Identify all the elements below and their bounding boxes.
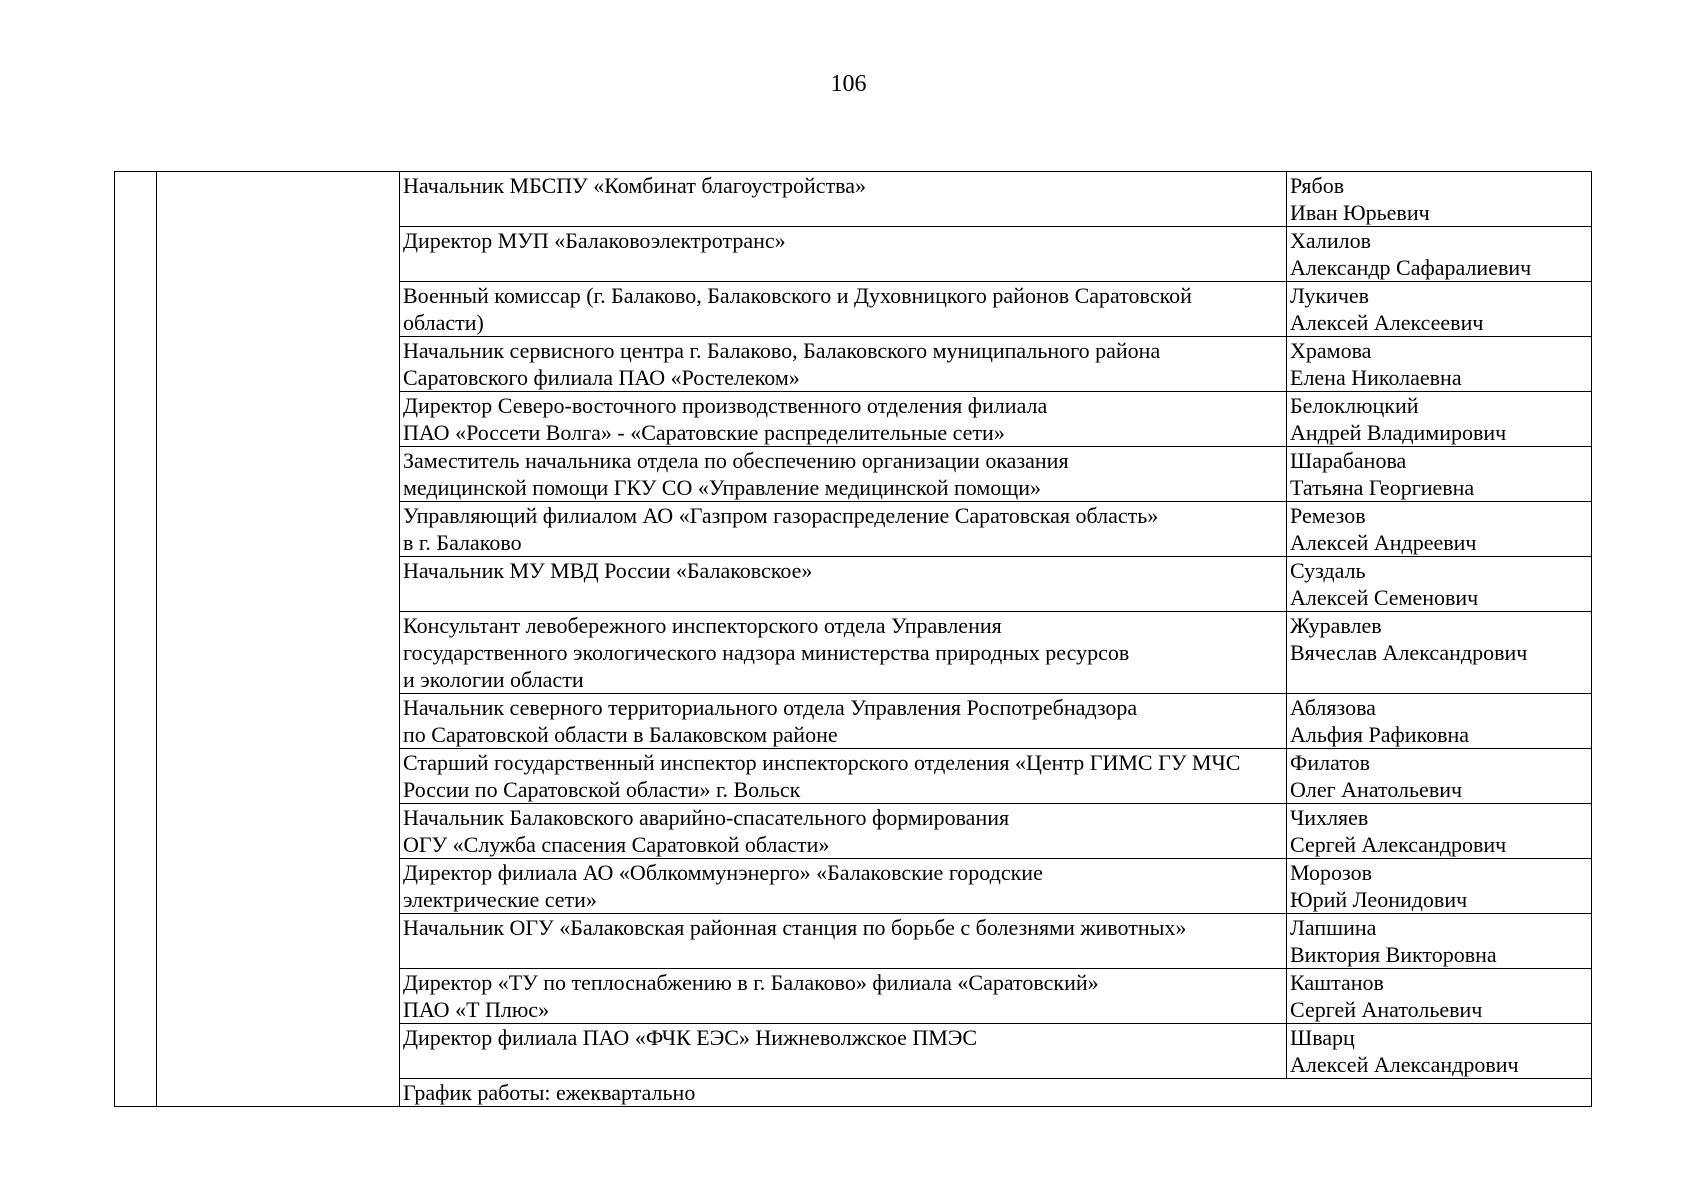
position-cell: Консультант левобережного инспекторского отдела Управления государственного экологического надзора министерства природных ресурсов и экологии области — [400, 612, 1287, 694]
person-name-cell: Каштанов Сергей Анатольевич — [1287, 969, 1592, 1024]
person-name-cell: Халилов Александр Сафаралиевич — [1287, 227, 1592, 282]
person-name-cell: Лапшина Виктория Викторовна — [1287, 914, 1592, 969]
position-cell: Директор филиала АО «Облкоммунэнерго» «Балаковские городские электрические сети» — [400, 859, 1287, 914]
position-cell: Начальник северного территориального отдела Управления Роспотребнадзора по Саратовской области в Балаковском районе — [400, 694, 1287, 749]
position-cell: Старший государственный инспектор инспекторского отделения «Центр ГИМС ГУ МЧС России по Саратовской области» г. Вольск — [400, 749, 1287, 804]
page-number: 106 — [830, 71, 867, 97]
position-cell: Директор Северо-восточного производственного отделения филиала ПАО «Россети Волга» - «Саратовские распределительные сети» — [400, 392, 1287, 447]
person-name-cell: Аблязова Альфия Рафиковна — [1287, 694, 1592, 749]
position-cell: Заместитель начальника отдела по обеспечению организации оказания медицинской помощи ГКУ СО «Управление медицинской помощи» — [400, 447, 1287, 502]
position-cell: Директор «ТУ по теплоснабжению в г. Балаково» филиала «Саратовский» ПАО «Т Плюс» — [400, 969, 1287, 1024]
person-name-cell: Шварц Алексей Александрович — [1287, 1024, 1592, 1079]
position-cell: Управляющий филиалом АО «Газпром газораспределение Саратовская область» в г. Балаково — [400, 502, 1287, 557]
schedule-cell: График работы: ежеквартально — [400, 1079, 1592, 1107]
position-cell: Военный комиссар (г. Балаково, Балаковского и Духовницкого районов Саратовской области) — [400, 282, 1287, 337]
person-name-cell: Филатов Олег Анатольевич — [1287, 749, 1592, 804]
person-name-cell: Храмова Елена Николаевна — [1287, 337, 1592, 392]
position-cell: Начальник сервисного центра г. Балаково, Балаковского муниципального района Саратовского филиала ПАО «Ростелеком» — [400, 337, 1287, 392]
person-name-cell: Морозов Юрий Леонидович — [1287, 859, 1592, 914]
person-name-cell: Журавлев Вячеслав Александрович — [1287, 612, 1592, 694]
members-table — [114, 171, 1592, 1107]
person-name-cell: Шарабанова Татьяна Георгиевна — [1287, 447, 1592, 502]
person-name-cell: Ремезов Алексей Андреевич — [1287, 502, 1592, 557]
person-name-cell: Белоклюцкий Андрей Владимирович — [1287, 392, 1592, 447]
person-name-cell: Лукичев Алексей Алексеевич — [1287, 282, 1592, 337]
position-cell: Начальник Балаковского аварийно-спасательного формирования ОГУ «Служба спасения Саратовкой области» — [400, 804, 1287, 859]
position-cell: Директор филиала ПАО «ФЧК ЕЭС» Нижневолжское ПМЭС — [400, 1024, 1287, 1079]
category-column-cell — [157, 172, 400, 1107]
number-column-cell — [115, 172, 157, 1107]
person-name-cell: Чихляев Сергей Александрович — [1287, 804, 1592, 859]
position-cell: Начальник ОГУ «Балаковская районная станция по борьбе с болезнями животных» — [400, 914, 1287, 969]
person-name-cell: Суздаль Алексей Семенович — [1287, 557, 1592, 612]
position-cell: Начальник МБСПУ «Комбинат благоустройства» — [400, 172, 1287, 227]
position-cell: Начальник МУ МВД России «Балаковское» — [400, 557, 1287, 612]
person-name-cell: Рябов Иван Юрьевич — [1287, 172, 1592, 227]
table-row — [115, 172, 1592, 227]
position-cell: Директор МУП «Балаковоэлектротранс» — [400, 227, 1287, 282]
